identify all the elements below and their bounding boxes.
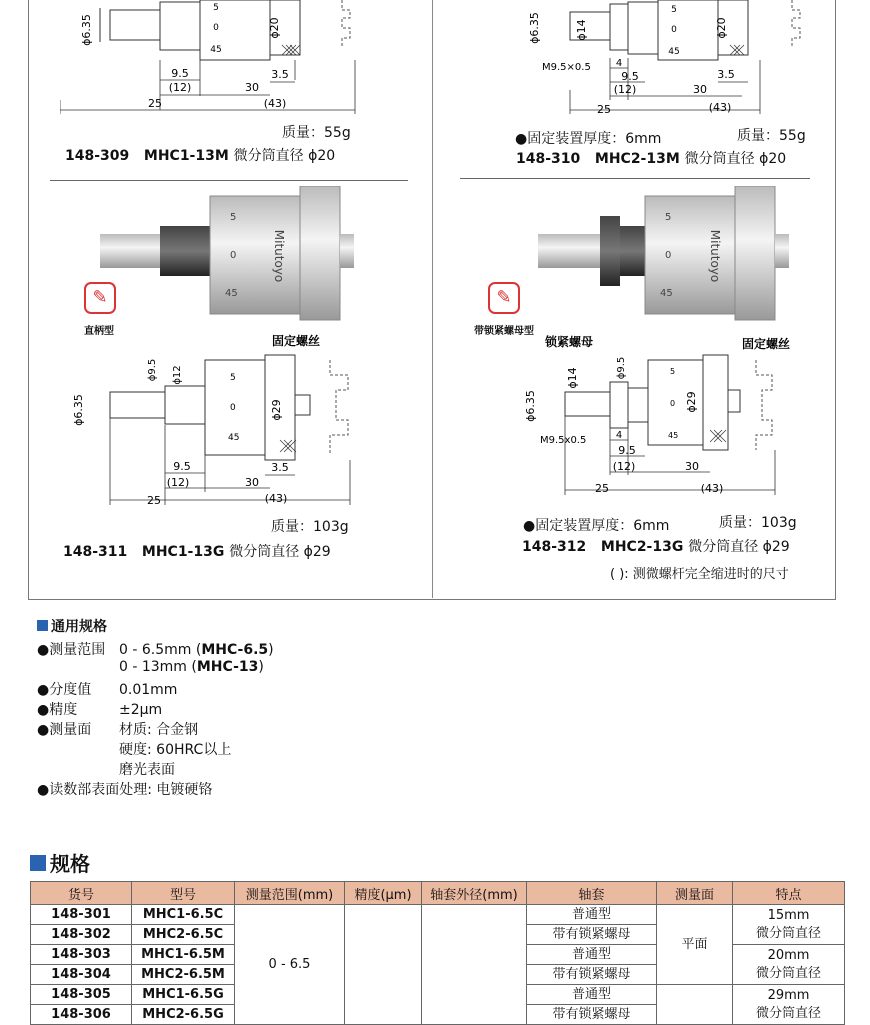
dim-phi9-5: ϕ9.5 bbox=[147, 358, 158, 382]
table-row bbox=[31, 905, 845, 925]
cell-sleeve: 带有锁紧螺母 bbox=[527, 925, 657, 945]
table-header-row bbox=[31, 882, 845, 905]
dim-30: 30 bbox=[685, 460, 699, 473]
cell-face-empty bbox=[657, 985, 733, 1025]
cell-sleeve: 普通型 bbox=[527, 905, 657, 925]
model-148-309 bbox=[65, 145, 335, 165]
feature-text: 微分筒直径 bbox=[755, 965, 821, 981]
dim-phi20: ϕ20 bbox=[268, 17, 281, 39]
square-bullet-icon bbox=[30, 855, 46, 871]
dim-12: (12) bbox=[612, 460, 636, 473]
scale-num: 5 bbox=[671, 5, 677, 15]
general-spec-title bbox=[37, 616, 107, 636]
spec-face-hardness bbox=[37, 739, 231, 759]
square-bullet-icon bbox=[37, 620, 48, 631]
feature-text: 微分筒直径 bbox=[755, 1005, 821, 1021]
cell-feature bbox=[733, 985, 845, 1025]
spec-key: ●分度值 bbox=[37, 682, 92, 698]
dim-12: (12) bbox=[166, 476, 190, 489]
dim-phi29: ϕ29 bbox=[685, 391, 698, 413]
model-name: MHC2-13G bbox=[600, 539, 684, 555]
dim-43: (43) bbox=[708, 101, 732, 114]
scale-num: 45 bbox=[660, 288, 673, 299]
dim-phi29: ϕ29 bbox=[270, 399, 283, 421]
fixing-screw-label: 固定螺丝 bbox=[272, 334, 321, 348]
spec-value: 硬度: 60HRC以上 bbox=[119, 742, 232, 758]
panel-divider bbox=[432, 0, 433, 598]
scale-num: 0 bbox=[230, 250, 237, 261]
straight-shank-icon: ✎ bbox=[84, 282, 116, 314]
model-name: MHC1-13G bbox=[141, 544, 225, 560]
spec-key: ●测量面 bbox=[37, 722, 92, 738]
col-header: 测量面 bbox=[657, 882, 733, 905]
col-header: 货号 bbox=[31, 882, 132, 905]
dim-4: 4 bbox=[615, 58, 623, 69]
cell-model: MHC1-6.5G bbox=[132, 985, 235, 1005]
dim-25: 25 bbox=[597, 103, 611, 116]
spec-bold: MHC-6.5 bbox=[201, 642, 269, 658]
cell-sleeve: 普通型 bbox=[527, 985, 657, 1005]
model-name: MHC1-13M bbox=[143, 148, 229, 164]
model-number: 148-311 bbox=[63, 544, 128, 560]
model-desc: 微分筒直径 ϕ20 bbox=[684, 151, 787, 167]
model-148-310 bbox=[516, 148, 786, 168]
col-header: 轴套 bbox=[527, 882, 657, 905]
spec-surface-treatment bbox=[37, 779, 212, 799]
feature-size: 15mm bbox=[767, 907, 810, 923]
spec-value: 0.01mm bbox=[119, 682, 178, 698]
dim-12: (12) bbox=[168, 81, 192, 94]
spec-tail: ) bbox=[268, 642, 274, 658]
diagram-148-309 bbox=[60, 0, 380, 120]
spec-table bbox=[30, 881, 845, 1025]
spec-bold: MHC-13 bbox=[196, 659, 259, 675]
col-header: 轴套外径(mm) bbox=[422, 882, 527, 905]
dim-phi635: ϕ6.35 bbox=[80, 14, 93, 46]
mass-148-311: 质量：103g bbox=[271, 519, 349, 535]
badge-label-locknut: 带锁紧螺母型 bbox=[474, 326, 534, 337]
mass-148-309: 质量：55g bbox=[282, 125, 351, 141]
spec-resolution bbox=[37, 679, 177, 699]
general-spec-title-text: 通用规格 bbox=[51, 619, 107, 635]
cell-face: 平面 bbox=[657, 905, 733, 985]
dim-25: 25 bbox=[147, 494, 161, 505]
spec-tail: ) bbox=[258, 659, 264, 675]
cell-sleeve: 普通型 bbox=[527, 945, 657, 965]
scale-num: 5 bbox=[230, 212, 237, 223]
spec-value: 材质: 合金钢 bbox=[119, 722, 199, 738]
mass-148-312: 质量：103g bbox=[719, 515, 797, 531]
col-header: 型号 bbox=[132, 882, 235, 905]
model-name: MHC2-13M bbox=[594, 151, 680, 167]
diagram-148-311 bbox=[60, 330, 380, 505]
dim-phi9-5: ϕ9.5 bbox=[616, 356, 627, 380]
brand-label: Mitutoyo bbox=[708, 229, 722, 283]
dim-43: (43) bbox=[264, 492, 288, 505]
dim-3-5: 3.5 bbox=[271, 68, 289, 81]
scale-num: 45 bbox=[228, 433, 240, 443]
cell-no: 148-303 bbox=[31, 945, 132, 965]
scale-num: 0 bbox=[665, 250, 672, 261]
cell-no: 148-305 bbox=[31, 985, 132, 1005]
feature-size: 20mm bbox=[767, 947, 810, 963]
dim-3-5: 3.5 bbox=[271, 461, 289, 474]
cell-no: 148-301 bbox=[31, 905, 132, 925]
photo-148-311 bbox=[100, 186, 360, 326]
model-desc: 微分筒直径 ϕ20 bbox=[233, 148, 336, 164]
scale-num: 5 bbox=[665, 212, 672, 223]
scale-num: 0 bbox=[671, 25, 677, 35]
cell-model: MHC1-6.5M bbox=[132, 945, 235, 965]
table-title-text: 规格 bbox=[50, 852, 90, 876]
dim-12: (12) bbox=[613, 83, 637, 96]
left-separator bbox=[50, 180, 408, 181]
spec-key: ●测量范围 bbox=[37, 642, 106, 658]
dim-9-5: 9.5 bbox=[618, 444, 636, 457]
model-number: 148-312 bbox=[522, 539, 587, 555]
dim-43: (43) bbox=[700, 482, 724, 495]
dim-25: 25 bbox=[148, 97, 162, 110]
col-header: 精度(μm) bbox=[345, 882, 422, 905]
dim-9-5: 9.5 bbox=[171, 67, 189, 80]
dim-9-5: 9.5 bbox=[621, 70, 639, 83]
spec-face-finish bbox=[37, 759, 175, 779]
dim-43: (43) bbox=[263, 97, 287, 110]
scale-num: 5 bbox=[670, 367, 676, 376]
col-header: 测量范围(mm) bbox=[235, 882, 345, 905]
scale-num: 0 bbox=[213, 23, 219, 33]
col-header: 特点 bbox=[733, 882, 845, 905]
dim-phi20: ϕ20 bbox=[715, 17, 728, 39]
scale-num: 45 bbox=[668, 47, 680, 57]
dim-30: 30 bbox=[245, 476, 259, 489]
photo-148-312 bbox=[538, 186, 798, 326]
spec-accuracy bbox=[37, 699, 162, 719]
cell-feature bbox=[733, 905, 845, 945]
dimension-note: ( ): 测微螺杆完全缩进时的尺寸 bbox=[610, 567, 789, 582]
spec-key: ●读数部表面处理: 电镀硬铬 bbox=[37, 782, 213, 798]
spec-value: 磨光表面 bbox=[119, 762, 175, 778]
lock-nut-label: 锁紧螺母 bbox=[545, 335, 594, 349]
cell-no: 148-304 bbox=[31, 965, 132, 985]
cell-feature bbox=[733, 945, 845, 985]
cell-sleeve: 带有锁紧螺母 bbox=[527, 965, 657, 985]
cell-model: MHC2-6.5C bbox=[132, 925, 235, 945]
fix-thickness-148-312: ●固定装置厚度：6mm bbox=[523, 518, 670, 534]
spec-face-material bbox=[37, 719, 198, 739]
cell-sleeve: 带有锁紧螺母 bbox=[527, 1005, 657, 1025]
dim-30: 30 bbox=[245, 81, 259, 94]
mass-148-310: 质量：55g bbox=[737, 128, 806, 144]
model-desc: 微分筒直径 ϕ29 bbox=[229, 544, 331, 560]
dim-phi635: ϕ6.35 bbox=[528, 12, 541, 44]
spec-range-1 bbox=[37, 639, 274, 659]
dim-phi635: ϕ6.35 bbox=[524, 390, 537, 422]
spec-value: 0 - 6.5mm ( bbox=[119, 642, 202, 658]
fix-thickness-148-310: ●固定装置厚度：6mm bbox=[515, 131, 662, 147]
spec-value: ±2μm bbox=[119, 702, 163, 718]
model-number: 148-310 bbox=[516, 151, 581, 167]
cell-model: MHC2-6.5M bbox=[132, 965, 235, 985]
model-148-311 bbox=[63, 541, 331, 561]
badge-label-straight: 直柄型 bbox=[84, 326, 114, 337]
scale-num: 0 bbox=[230, 403, 236, 413]
scale-num: 45 bbox=[225, 288, 238, 299]
spec-range-2 bbox=[37, 659, 264, 675]
dim-25: 25 bbox=[595, 482, 609, 495]
dim-4: 4 bbox=[615, 430, 623, 441]
cell-no: 148-302 bbox=[31, 925, 132, 945]
dim-m9-5: M9.5×0.5 bbox=[542, 62, 591, 73]
dim-m9-5: M9.5x0.5 bbox=[540, 435, 587, 446]
cell-no: 148-306 bbox=[31, 1005, 132, 1025]
cell-accuracy bbox=[345, 905, 422, 1025]
spec-key: ●精度 bbox=[37, 702, 78, 718]
dim-phi14: ϕ14 bbox=[575, 19, 588, 41]
scale-num: 0 bbox=[670, 399, 676, 408]
diagram-148-312 bbox=[520, 330, 820, 500]
cell-model: MHC2-6.5G bbox=[132, 1005, 235, 1025]
scale-num: 5 bbox=[230, 373, 236, 383]
dim-30: 30 bbox=[693, 83, 707, 96]
cell-range: 0 - 6.5 bbox=[235, 905, 345, 1025]
right-separator bbox=[460, 178, 810, 179]
diagram-148-310 bbox=[520, 0, 820, 120]
scale-num: 45 bbox=[210, 45, 222, 55]
feature-text: 微分筒直径 bbox=[755, 925, 821, 941]
model-desc: 微分筒直径 ϕ29 bbox=[688, 539, 790, 555]
scale-num: 45 bbox=[668, 431, 679, 440]
dim-phi635: ϕ6.35 bbox=[72, 394, 85, 426]
brand-label: Mitutoyo bbox=[272, 229, 286, 283]
table-title bbox=[30, 848, 90, 877]
feature-size: 29mm bbox=[767, 987, 810, 1003]
scale-num: 5 bbox=[213, 3, 219, 13]
model-148-312 bbox=[522, 536, 790, 556]
cell-model: MHC1-6.5C bbox=[132, 905, 235, 925]
model-number: 148-309 bbox=[65, 148, 130, 164]
dim-phi12: ϕ12 bbox=[172, 365, 183, 385]
dim-phi14: ϕ14 bbox=[566, 367, 579, 389]
fixing-screw-label: 固定螺丝 bbox=[742, 337, 791, 351]
dim-3-5: 3.5 bbox=[717, 68, 735, 81]
lock-nut-type-icon: ✎ bbox=[488, 282, 520, 314]
cell-sleeve-diameter bbox=[422, 905, 527, 1025]
spec-value: 0 - 13mm ( bbox=[119, 659, 197, 675]
dim-9-5: 9.5 bbox=[173, 460, 191, 473]
